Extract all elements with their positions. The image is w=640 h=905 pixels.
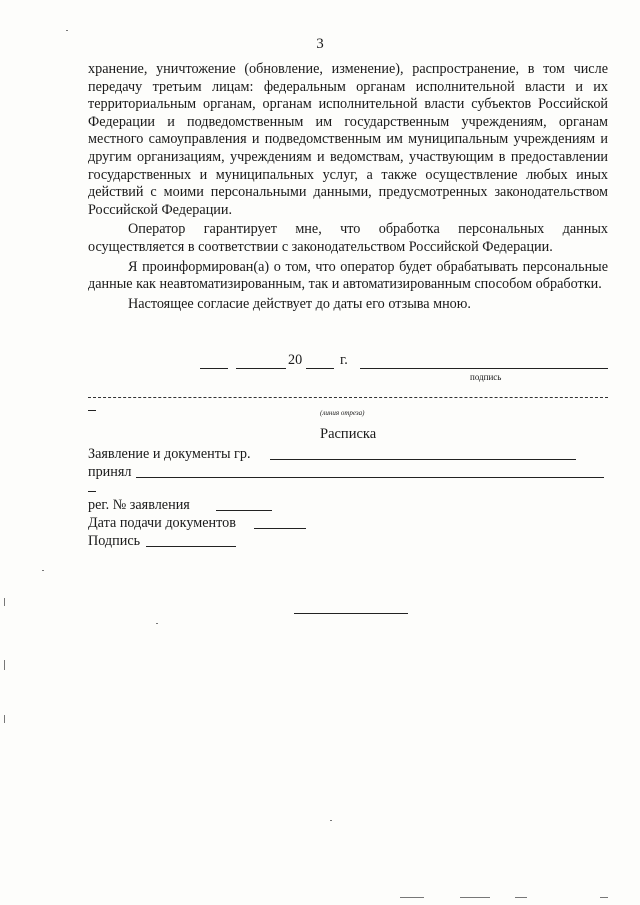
cut-line (88, 397, 608, 398)
accepted-stub (88, 491, 96, 492)
scan-speck (156, 623, 158, 624)
cut-line-stub (88, 410, 96, 411)
scan-speck (4, 660, 5, 670)
date-year-blank[interactable] (306, 368, 334, 369)
date-year-prefix: 20 (288, 352, 303, 368)
scan-speck (42, 570, 44, 571)
paragraph-processing: хранение, уничтожение (обновление, изменение), распространение, в том числе передачу третьим лицам: федеральным органам исполнительной власти и их территориальным органам, органам исполнительной власти субъектов Российской Федерации и подведомственным им государственным учреждениям, органам местного самоуправления и подведомственным им муниципальным учреждениям и другим организациям, учреждениям и ведомствам, участвующим в предоставлении государственных и муниципальных услуг, а также осуществление любых иных действий с моими персональными данными, предусмотренных законодательством Российской Федерации. (88, 61, 608, 218)
submission-date-label: Дата подачи документов (88, 515, 236, 531)
submission-date-blank[interactable] (254, 528, 306, 529)
page-number: 3 (316, 36, 324, 52)
scan-speck (66, 30, 68, 31)
cut-line-caption: (линия отреза) (320, 409, 365, 417)
accepted-blank[interactable] (136, 477, 604, 478)
accepted-label: принял (88, 464, 132, 480)
paragraph-informed: Я проинформирован(а) о том, что оператор будет обрабатывать персональные данные как неавтоматизированным, так и автоматизированным способом обработки. (88, 258, 608, 293)
signature-caption: подпись (470, 372, 502, 382)
consent-body (88, 61, 608, 315)
date-day-blank[interactable] (200, 368, 228, 369)
scan-speck (515, 897, 527, 898)
statement-name-blank[interactable] (270, 459, 576, 460)
paragraph-validity: Настоящее согласие действует до даты его отзыва мною. (128, 295, 471, 312)
signature-label: Подпись (88, 533, 141, 549)
signature-blank[interactable] (360, 368, 608, 369)
scan-speck (460, 897, 490, 898)
date-month-blank[interactable] (236, 368, 286, 369)
scan-speck (330, 820, 332, 821)
scan-speck (600, 897, 608, 898)
scan-speck (4, 715, 5, 723)
date-year-suffix: г. (340, 352, 348, 368)
paragraph-guarantee: Оператор гарантирует мне, что обработка персональных данных осуществляется в соответствии с законодательством Российской Федерации. (88, 221, 608, 255)
scan-speck (4, 598, 5, 606)
scan-speck (400, 897, 424, 898)
closing-separator (294, 613, 408, 614)
reg-number-blank[interactable] (216, 510, 272, 511)
reg-number-label: рег. № заявления (88, 497, 190, 513)
receipt-title: Расписка (320, 426, 377, 442)
statement-label: Заявление и документы гр. (88, 446, 251, 462)
signature-field-blank[interactable] (146, 546, 236, 547)
